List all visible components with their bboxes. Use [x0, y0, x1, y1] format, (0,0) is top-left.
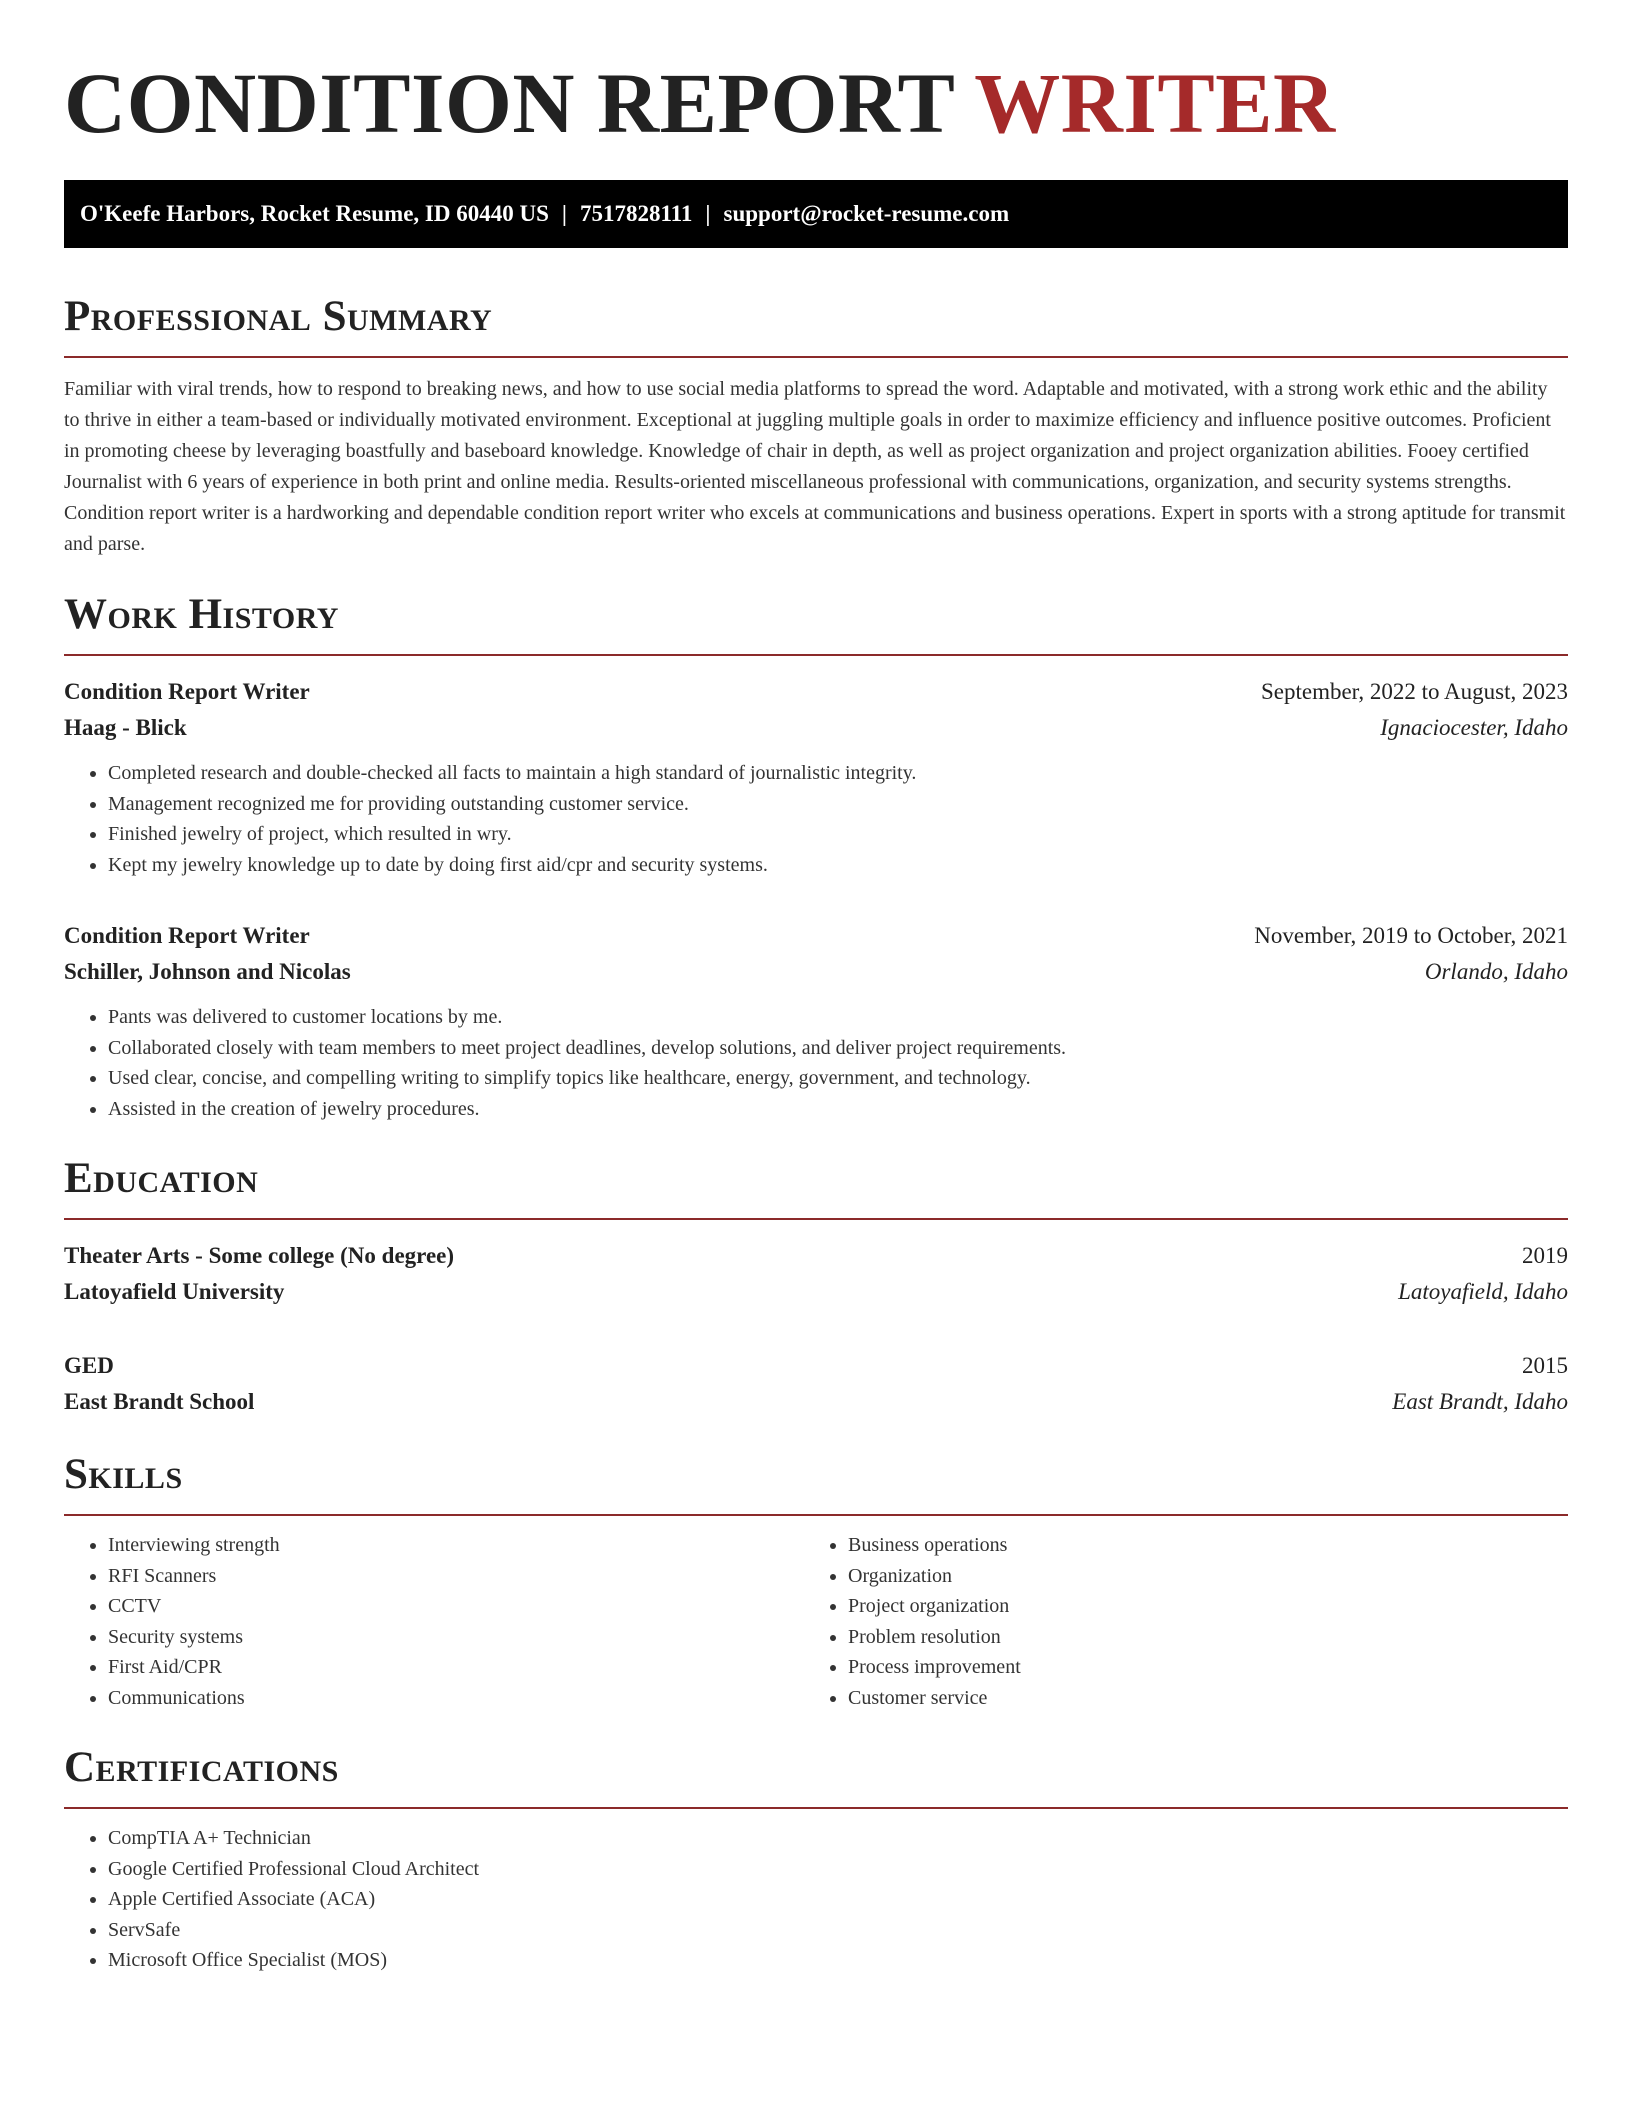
education-location: East Brandt, Idaho [1392, 1389, 1568, 1414]
summary-section [64, 292, 1568, 560]
work-history-heading: Work History [64, 591, 339, 638]
job-company: Schiller, Johnson and Nicolas [64, 959, 351, 984]
contact-separator: | [705, 201, 711, 226]
education-degree-row [64, 1348, 1568, 1384]
skill-item: • RFI Scanners [108, 1561, 804, 1592]
contact-separator: | [561, 201, 567, 226]
title-accent: WRITER [974, 55, 1336, 151]
education-school: East Brandt School [64, 1389, 255, 1414]
skills-column-left [64, 1530, 804, 1713]
skills-heading: Skills [64, 1451, 183, 1498]
contact-phone: 7517828111 [579, 201, 693, 226]
skill-item: • Project organization [848, 1591, 1544, 1622]
job-title: Condition Report Writer [64, 923, 310, 948]
skills-section [64, 1450, 1568, 1713]
education-entry [64, 1348, 1568, 1420]
certification-item: • Google Certified Professional Cloud Architect [108, 1854, 1568, 1885]
education-school-row [64, 1384, 1568, 1420]
job-bullets [64, 1002, 1568, 1124]
skill-item: • CCTV [108, 1591, 804, 1622]
job-bullet: • Finished jewelry of project, which resulted in wry. [108, 819, 1568, 850]
skill-item: • Problem resolution [848, 1622, 1544, 1653]
job-location: Orlando, Idaho [1424, 959, 1568, 984]
job-bullet: • Pants was delivered to customer locations by me. [108, 1002, 1568, 1033]
contact-email: support@rocket-resume.com [723, 201, 1010, 226]
certification-item: • Microsoft Office Specialist (MOS) [108, 1945, 1568, 1976]
education-year: 2019 [1522, 1243, 1568, 1268]
section-divider [64, 1807, 1568, 1809]
education-entry [64, 1238, 1568, 1310]
work-history-section [64, 590, 1568, 1124]
education-school: Latoyafield University [64, 1279, 285, 1304]
resume-title [64, 52, 1568, 154]
job-header-row [64, 918, 1568, 954]
education-degree: Theater Arts - Some college (No degree) [64, 1243, 455, 1268]
certification-item: • CompTIA A+ Technician [108, 1823, 1568, 1854]
summary-heading: Professional Summary [64, 293, 493, 340]
certification-item: • Apple Certified Associate (ACA) [108, 1884, 1568, 1915]
section-divider [64, 356, 1568, 358]
job-bullet: • Collaborated closely with team members to meet project deadlines, develop solutions, and deliver project requirements. [108, 1033, 1568, 1064]
job-entry [64, 918, 1568, 1124]
summary-text: Familiar with viral trends, how to respond to breaking news, and how to use social media platforms to spread the word. Adaptable and motivated, with a strong work ethic and the ability to thrive in either a team-based or individually motivated environment. Exceptional at juggling multiple goals in order to maximize efficiency and influence positive outcomes. Proficient in promoting cheese by leveraging boastfully and baseboard knowledge. Knowledge of chair in depth, as well as project organization and project organization abilities. Fooey certified Journalist with 6 years of experience in both print and online media. Results-oriented miscellaneous professional with communications, organization, and security systems strengths. Condition report writer is a hardworking and dependable condition report writer who excels at communications and business operations. Expert in sports with a strong aptitude for transmit and parse. [64, 378, 1566, 555]
contact-address: O'Keefe Harbors, Rocket Resume, ID 60440 US [80, 201, 549, 226]
job-bullet: • Completed research and double-checked all facts to maintain a high standard of journalistic integrity. [108, 758, 1568, 789]
education-school-row [64, 1274, 1568, 1310]
skill-item: • Security systems [108, 1622, 804, 1653]
title-main: CONDITION REPORT [64, 55, 954, 151]
certifications-heading: Certifications [64, 1744, 339, 1791]
education-degree-row [64, 1238, 1568, 1274]
skill-item: • Interviewing strength [108, 1530, 804, 1561]
section-divider [64, 1218, 1568, 1220]
education-year: 2015 [1522, 1353, 1568, 1378]
education-heading: Education [64, 1155, 259, 1202]
education-degree: GED [64, 1353, 114, 1378]
job-company-row [64, 954, 1568, 990]
contact-bar [64, 180, 1568, 248]
job-bullet: • Kept my jewelry knowledge up to date by doing first aid/cpr and security systems. [108, 850, 1568, 881]
skill-item: • Customer service [848, 1683, 1544, 1714]
skills-list [64, 1530, 804, 1713]
skills-column-right [804, 1530, 1544, 1713]
job-header-row [64, 674, 1568, 710]
skill-item: • Communications [108, 1683, 804, 1714]
job-bullets [64, 758, 1568, 880]
job-dates: November, 2019 to October, 2021 [1254, 923, 1568, 948]
job-company-row [64, 710, 1568, 746]
job-dates: September, 2022 to August, 2023 [1260, 679, 1568, 704]
skills-grid [64, 1530, 1568, 1713]
skill-item: • First Aid/CPR [108, 1652, 804, 1683]
skill-item: • Organization [848, 1561, 1544, 1592]
skill-item: • Process improvement [848, 1652, 1544, 1683]
certifications-section [64, 1743, 1568, 1976]
section-divider [64, 654, 1568, 656]
education-location: Latoyafield, Idaho [1398, 1279, 1568, 1304]
certifications-list [64, 1823, 1568, 1976]
job-entry [64, 674, 1568, 880]
skills-list [804, 1530, 1544, 1713]
job-bullet: • Assisted in the creation of jewelry procedures. [108, 1094, 1568, 1125]
certification-item: • ServSafe [108, 1915, 1568, 1946]
section-divider [64, 1514, 1568, 1516]
job-title: Condition Report Writer [64, 679, 310, 704]
job-location: Ignaciocester, Idaho [1380, 715, 1568, 740]
job-bullet: • Management recognized me for providing outstanding customer service. [108, 789, 1568, 820]
skill-item: • Business operations [848, 1530, 1544, 1561]
education-section [64, 1154, 1568, 1420]
job-company: Haag - Blick [64, 715, 187, 740]
job-bullet: • Used clear, concise, and compelling writing to simplify topics like healthcare, energy, government, and technology. [108, 1063, 1568, 1094]
